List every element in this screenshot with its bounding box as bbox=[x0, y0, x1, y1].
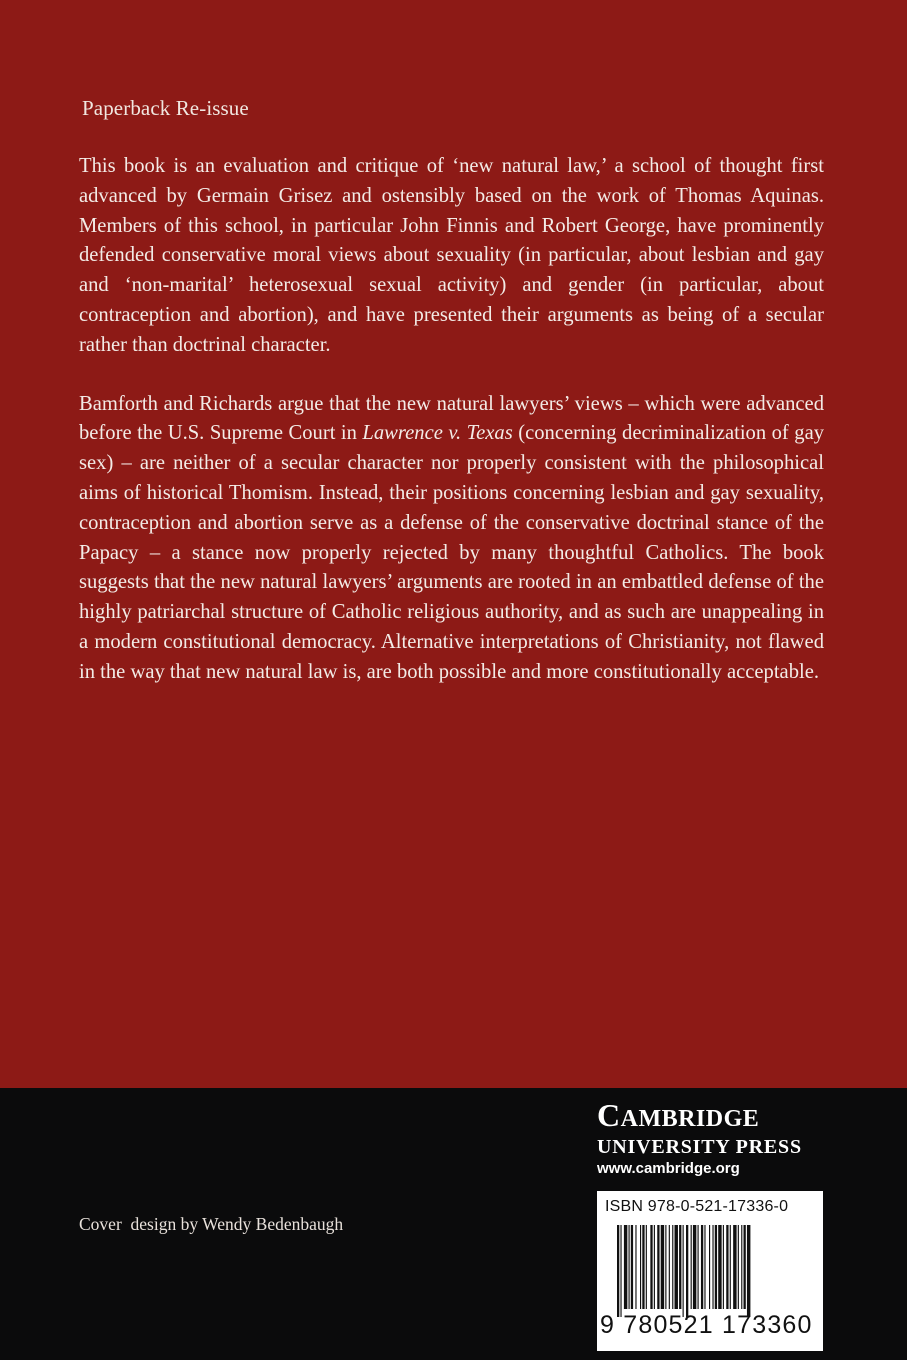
publisher-url: www.cambridge.org bbox=[597, 1160, 740, 1177]
barcode-bar bbox=[665, 1225, 666, 1309]
barcode-bar bbox=[617, 1225, 619, 1317]
barcode-bar bbox=[654, 1225, 655, 1309]
barcode-bar bbox=[661, 1225, 664, 1309]
barcode-bar bbox=[631, 1225, 633, 1309]
barcode-bar bbox=[723, 1225, 724, 1309]
publisher-name-rest: AMBRIDGE bbox=[620, 1106, 760, 1132]
barcode-bar bbox=[646, 1225, 647, 1309]
blurb-paragraph-2-end: (concerning decriminalization of gay sex) – are neither of a secular character nor properly consistent with the philosophical aims of historical Thomism. Instead, their positions concerning lesbian and gay sexuality, contraception and abortion serve as a defense of the conservative doctrinal stance of the Papacy – a stance now properly rejected by many thoughtful Catholics. The book suggests that the new natural lawyers’ arguments are rooted in an embattled defense of the highly patriarchal structure of Catholic religious authority, and as such are unappealing in a modern constitutional democracy. Alternative interpretations of Christianity, not flawed in the way that new natural law is, are both possible and more constitutionally acceptable. bbox=[79, 422, 825, 683]
barcode-bar bbox=[669, 1225, 670, 1309]
isbn-label: ISBN 978-0-521-17336-0 bbox=[605, 1198, 789, 1215]
barcode-bar bbox=[675, 1225, 678, 1309]
barcode-bar bbox=[624, 1225, 627, 1309]
barcode-bar bbox=[635, 1225, 636, 1309]
cover-footer bbox=[0, 1088, 907, 1360]
barcode-bar bbox=[698, 1225, 699, 1309]
cover-blurb bbox=[79, 152, 824, 688]
publisher-name bbox=[597, 1098, 826, 1136]
barcode-bar bbox=[738, 1225, 739, 1309]
barcode-bar bbox=[741, 1225, 742, 1309]
barcode-bar bbox=[691, 1225, 692, 1309]
edition-label: Paperback Re-issue bbox=[82, 96, 249, 120]
barcode-bar bbox=[693, 1225, 696, 1309]
barcode-bar bbox=[672, 1225, 673, 1309]
barcode-bar bbox=[620, 1225, 621, 1317]
barcode-bar bbox=[709, 1225, 710, 1309]
publisher-subtitle: UNIVERSITY PRESS bbox=[597, 1136, 802, 1158]
publisher-logo bbox=[594, 1098, 826, 1180]
barcode-bar bbox=[629, 1225, 630, 1309]
barcode-bar bbox=[726, 1225, 728, 1309]
barcode-bar bbox=[650, 1225, 652, 1309]
publisher-name-initial: C bbox=[597, 1097, 621, 1133]
barcode-graphic bbox=[617, 1225, 813, 1319]
barcode-bar bbox=[704, 1225, 705, 1309]
barcode-bar bbox=[733, 1225, 736, 1309]
barcode-bar bbox=[718, 1225, 721, 1309]
case-title: Lawrence v. Texas bbox=[362, 422, 513, 445]
barcode-bar bbox=[683, 1225, 684, 1317]
barcode-bar bbox=[657, 1225, 659, 1309]
blurb-paragraph-2 bbox=[79, 390, 824, 688]
cover-design-credit: Cover design by Wendy Bedenbaugh bbox=[79, 1214, 344, 1234]
barcode-bars bbox=[617, 1225, 813, 1319]
barcode-bar bbox=[642, 1225, 644, 1309]
barcode-bar bbox=[715, 1225, 717, 1309]
barcode-bar bbox=[730, 1225, 731, 1309]
barcode-panel bbox=[597, 1191, 823, 1351]
blurb-paragraph-1: This book is an evaluation and critique of ‘new natural law,’ a school of thought first advanced by Germain Grisez and ostensibly based on the work of Thomas Aquinas. Members of this school, in particular John Finnis and Robert George, have prominently defended conservative moral views about sexuality (in particular, about lesbian and gay and ‘non-marital’ heterosexual sexual activity) and gender (in particular, about contraception and abortion), and have presented their arguments as being of a secular rather than doctrinal character. bbox=[79, 155, 824, 356]
barcode-bar bbox=[640, 1225, 641, 1309]
barcode-bar bbox=[679, 1225, 681, 1309]
barcode-bar bbox=[701, 1225, 703, 1309]
barcode-bar bbox=[744, 1225, 746, 1309]
barcode-bar bbox=[747, 1225, 750, 1317]
barcode-bar bbox=[686, 1225, 688, 1317]
blurb-paragraph-2-start: Bamforth and Richards argue that the new natural lawyers’ views – which were advanced before the U.S. Supreme Court in bbox=[79, 392, 824, 445]
barcode-bar bbox=[712, 1225, 713, 1309]
barcode-digits: 9 780521 173360 bbox=[600, 1311, 813, 1339]
